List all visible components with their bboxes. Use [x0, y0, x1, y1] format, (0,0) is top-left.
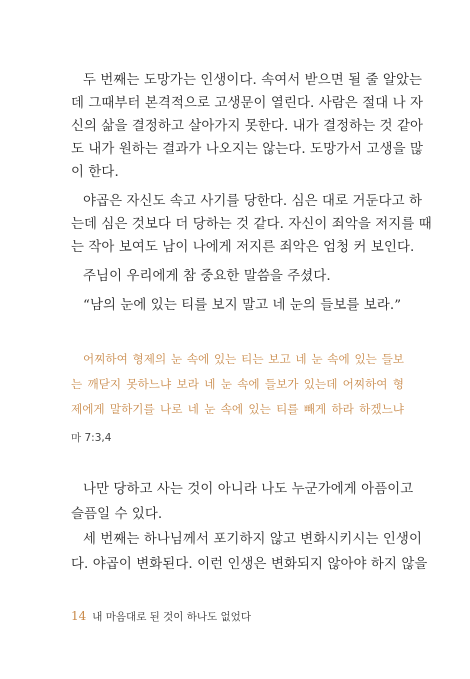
- para1-line-2: 데 그때부터 본격적으로 고생문이 열린다. 사람은 절대 나 자: [71, 96, 424, 111]
- para1-line-5: 이 한다.: [71, 165, 119, 180]
- para1-line-3: 신의 삶을 결정하고 살아가지 못한다. 내가 결정하는 것 같아: [71, 119, 424, 134]
- quote-reference: 마 7:3,4: [71, 432, 112, 444]
- quote-line-1: 어찌하여 형제의 눈 속에 있는 티는 보고 네 눈 속에 있는 들보: [83, 352, 404, 366]
- para2-line-2: 는데 심은 것보다 더 당하는 것 같다. 자신이 죄악을 저지를 때: [71, 217, 432, 232]
- para2-line-3: 는 작아 보여도 남이 나에게 저지른 죄악은 엄청 커 보인다.: [71, 240, 415, 255]
- para5-line-2: 슬픔일 수 있다.: [71, 507, 163, 522]
- para4-line: “남의 눈에 있는 티를 보지 말고 네 눈의 들보를 보라.”: [83, 298, 402, 313]
- para6-line-1: 세 번째는 하나님께서 포기하지 않고 변화시키시는 인생이: [83, 532, 422, 547]
- quote-line-3: 제에게 말하기를 나로 네 눈 속에 있는 티를 빼게 하라 하겠느냐: [71, 402, 404, 416]
- page-number: 14: [71, 609, 87, 623]
- para1-line-4: 도 내가 원하는 결과가 나오지는 않는다. 도망가서 고생을 많: [71, 142, 424, 157]
- para5-line-1: 나만 당하고 사는 것이 아니라 나도 누군가에게 아픔이고: [83, 482, 414, 497]
- para2-line-1: 야곱은 자신도 속고 사기를 당한다. 심은 대로 거둔다고 하: [83, 194, 423, 209]
- quote-line-2: 는 깨닫지 못하느냐 보라 네 눈 속에 들보가 있는데 어찌하여 형: [71, 377, 404, 391]
- para1-line-1: 두 번째는 도망가는 인생이다. 속여서 받으면 될 줄 알았는: [83, 73, 423, 88]
- para3-line: 주님이 우리에게 참 중요한 말씀을 주셨다.: [83, 269, 331, 284]
- page-footer: [71, 609, 251, 624]
- book-title: 내 마음대로 된 것이 하나도 없었다: [92, 611, 251, 623]
- para6-line-2: 다. 야곱이 변화된다. 이런 인생은 변화되지 않아야 하지 않을: [71, 557, 428, 572]
